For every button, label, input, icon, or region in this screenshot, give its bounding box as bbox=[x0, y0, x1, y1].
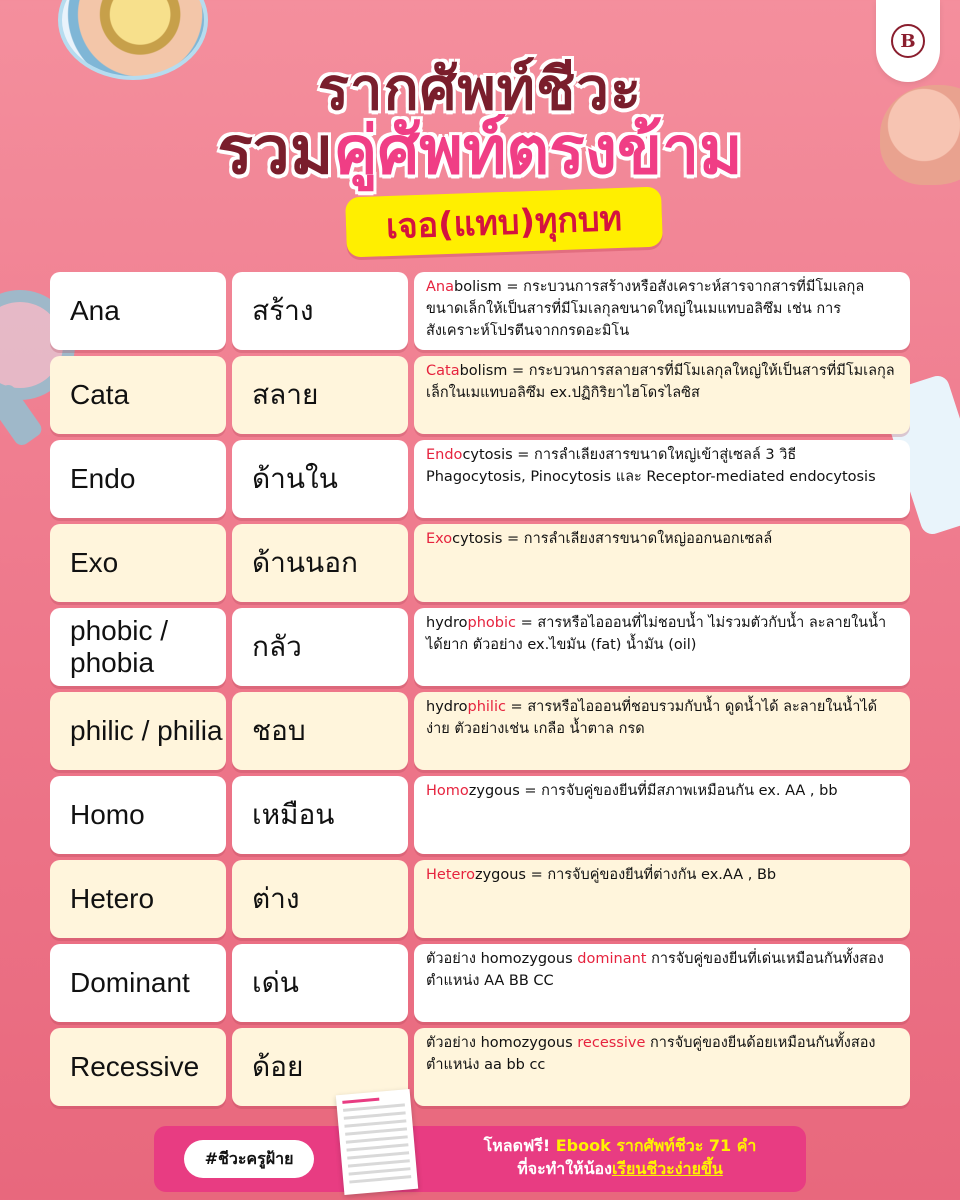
root-cell bbox=[50, 692, 226, 770]
table-row bbox=[50, 524, 912, 602]
root-word: philic / philia bbox=[70, 714, 223, 746]
root-word: Recessive bbox=[70, 1050, 200, 1082]
root-cell bbox=[50, 272, 226, 350]
highlighted-term: phobic bbox=[467, 615, 516, 631]
title-line2-dark: รวม bbox=[217, 112, 334, 189]
description-cell bbox=[414, 272, 910, 350]
meaning-text: เด่น bbox=[252, 966, 299, 999]
meaning-text: ด้านใน bbox=[252, 462, 338, 495]
meaning-cell bbox=[232, 860, 408, 938]
root-word: Endo bbox=[70, 462, 136, 494]
description-cell bbox=[414, 440, 910, 518]
table-row bbox=[50, 860, 912, 938]
description-text: Heterozygous = การจับคู่ของยีนที่ต่างกัน ex.AA , Bb bbox=[426, 867, 777, 883]
brand-logo: B bbox=[891, 24, 925, 58]
description-cell bbox=[414, 776, 910, 854]
highlighted-term: philic bbox=[467, 699, 506, 715]
description-text: ตัวอย่าง homozygous dominant การจับคู่ของยีนที่เด่นเหมือนกันทั้งสองตำแหน่ง AA BB CC bbox=[426, 951, 884, 989]
description-text: Endocytosis = การลำเลียงสารขนาดใหญ่เข้าสู่เซลล์ 3 วิธี Phagocytosis, Pinocytosis และ Receptor-mediated endocytosis bbox=[426, 447, 876, 485]
root-cell bbox=[50, 944, 226, 1022]
download-cta-text[interactable] bbox=[440, 1134, 800, 1180]
description-text: Exocytosis = การลำเลียงสารขนาดใหญ่ออกนอกเซลล์ bbox=[426, 531, 773, 547]
meaning-cell bbox=[232, 524, 408, 602]
ebook-thumbnail bbox=[336, 1089, 418, 1195]
highlighted-term: Ana bbox=[426, 279, 454, 295]
meaning-cell bbox=[232, 272, 408, 350]
hashtag-pill[interactable]: #ชีวะครูฝ้าย bbox=[184, 1140, 314, 1178]
meaning-text: สลาย bbox=[252, 378, 319, 411]
meaning-text: ด้านนอก bbox=[252, 546, 358, 579]
description-text: hydrophobic = สารหรือไอออนที่ไม่ชอบน้ำ ไม่รวมตัวกับน้ำ ละลายในน้ำได้ยาก ตัวอย่าง ex.ไขมัน (fat) น้ำมัน (oil) bbox=[426, 615, 887, 653]
cta-line2: ที่จะทำให้น้องเรียนชีวะง่ายขึ้น bbox=[517, 1159, 723, 1179]
highlighted-term: dominant bbox=[577, 951, 647, 967]
meaning-text: สร้าง bbox=[252, 294, 314, 327]
table-row bbox=[50, 944, 912, 1022]
root-cell bbox=[50, 524, 226, 602]
meaning-cell bbox=[232, 356, 408, 434]
cta-line1: โหลดฟรี! Ebook รากศัพท์ชีวะ 71 คำ bbox=[483, 1136, 757, 1155]
page-title-line1: รากศัพท์ชีวะ bbox=[317, 55, 643, 123]
root-word: phobic / phobia bbox=[70, 614, 169, 678]
highlighted-term: Cata bbox=[426, 363, 460, 379]
description-cell bbox=[414, 692, 910, 770]
highlighted-term: Homo bbox=[426, 783, 469, 799]
meaning-cell bbox=[232, 776, 408, 854]
meaning-cell bbox=[232, 692, 408, 770]
highlighted-term: Exo bbox=[426, 531, 453, 547]
meaning-text: ด้อย bbox=[252, 1050, 304, 1083]
root-cell bbox=[50, 440, 226, 518]
page-title-line2 bbox=[0, 112, 960, 189]
root-cell bbox=[50, 356, 226, 434]
highlighted-term: Endo bbox=[426, 447, 463, 463]
description-text: ตัวอย่าง homozygous recessive การจับคู่ของยีนด้อยเหมือนกันทั้งสองตำแหน่ง aa bb cc bbox=[426, 1035, 876, 1073]
root-word: Homo bbox=[70, 798, 145, 830]
table-row bbox=[50, 692, 912, 770]
description-cell bbox=[414, 944, 910, 1022]
meaning-text: เหมือน bbox=[252, 798, 335, 831]
table-row bbox=[50, 356, 912, 434]
download-banner[interactable] bbox=[154, 1126, 806, 1192]
table-row bbox=[50, 776, 912, 854]
description-cell bbox=[414, 356, 910, 434]
root-word: Hetero bbox=[70, 882, 155, 914]
description-cell bbox=[414, 860, 910, 938]
highlighted-term: recessive bbox=[577, 1035, 646, 1051]
description-text: Anabolism = กระบวนการสร้างหรือสังเคราะห์สารจากสารที่มีโมเลกุลขนาดเล็กให้เป็นสารที่มีโมเลกุลขนาดใหญ่ในเมแทบอลิซึม เช่น การสังเคราะห์โปรตีนจากกรดอะมิโน bbox=[426, 279, 865, 339]
root-cell bbox=[50, 1028, 226, 1106]
root-word: Cata bbox=[70, 378, 130, 410]
title-line2-pink: คู่ศัพท์ตรงข้าม bbox=[333, 112, 743, 189]
root-word: Ana bbox=[70, 294, 120, 326]
table-row bbox=[50, 608, 912, 686]
description-cell bbox=[414, 608, 910, 686]
description-cell bbox=[414, 1028, 910, 1106]
table-row bbox=[50, 440, 912, 518]
table-row bbox=[50, 1028, 912, 1106]
description-text: Catabolism = กระบวนการสลายสารที่มีโมเลกุลใหญ่ให้เป็นสารที่มีโมเลกุลเล็กในเมแทบอลิซึม ex.ปฏิกิริยาไฮโดรไลซิส bbox=[426, 363, 895, 401]
meaning-cell bbox=[232, 608, 408, 686]
subtitle-badge bbox=[345, 187, 663, 258]
meaning-cell bbox=[232, 944, 408, 1022]
root-cell bbox=[50, 860, 226, 938]
meaning-cell bbox=[232, 440, 408, 518]
root-word: Dominant bbox=[70, 966, 190, 998]
root-cell bbox=[50, 776, 226, 854]
description-text: hydrophilic = สารหรือไอออนที่ชอบรวมกับน้ำ ดูดน้ำได้ ละลายในน้ำได้ง่าย ตัวอย่างเช่น เกลือ น้ำตาล กรด bbox=[426, 699, 878, 737]
subtitle-text: เจอ(แทบ)ทุกบท bbox=[385, 198, 623, 248]
meaning-text: ต่าง bbox=[252, 882, 300, 915]
description-text: Homozygous = การจับคู่ของยีนที่มีสภาพเหมือนกัน ex. AA , bb bbox=[426, 783, 838, 799]
meaning-text: ชอบ bbox=[252, 714, 306, 747]
meaning-text: กลัว bbox=[252, 630, 302, 663]
root-word: Exo bbox=[70, 546, 119, 578]
description-cell bbox=[414, 524, 910, 602]
root-cell bbox=[50, 608, 226, 686]
highlighted-term: Hetero bbox=[426, 867, 475, 883]
table-row bbox=[50, 272, 912, 350]
